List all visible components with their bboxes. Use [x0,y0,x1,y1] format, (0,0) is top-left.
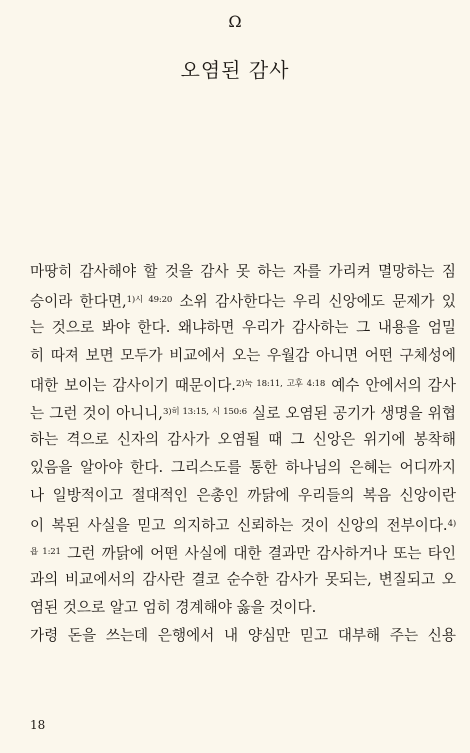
text-segment: 과의 비교에서의 감사란 결코 순수한 감사가 못되는, 변질되고 오 [30,571,456,588]
text-line [30,482,456,510]
text-segment: 는 것으로 봐야 한다. 왜냐하면 우리가 감사하는 그 내용을 엄밀 [30,319,456,336]
text-line [30,370,456,398]
body-text [30,258,456,650]
text-segment: 있음을 알아야 한다. 그리스도를 통한 하나님의 은혜는 어디까지 [30,459,456,476]
text-segment: 염된 것으로 알고 엄히 경계해야 옳을 것이다. [30,599,317,616]
scripture-reference: 4) [447,519,456,529]
text-line [30,566,456,594]
text-segment: 는 그런 것이 아니니, [30,405,163,422]
chapter-title: 오염된 감사 [180,58,290,82]
text-segment: 승이라 한다면, [30,293,127,310]
text-line [30,594,456,622]
text-segment: 히 따져 보면 모두가 비교에서 오는 우월감 아니면 어떤 구체성에 [30,347,456,364]
text-segment: 예수 안에서의 감사 [325,377,457,394]
scripture-reference: 2)눅 18:11, 고후 4:18 [235,379,326,389]
text-line [30,510,456,538]
text-segment: 나 일방적이고 절대적인 은총인 까닭에 우리들의 복음 신앙이란 [30,487,456,504]
text-segment: 그런 까닭에 어떤 사실에 대한 결과만 감사하거나 또는 타인 [60,545,456,562]
text-line [30,342,456,370]
text-line [30,286,456,314]
page-number: 18 [30,718,46,732]
text-segment: 실로 오염된 공기가 생명을 위협 [246,405,456,422]
text-line [30,258,456,286]
scripture-reference: 욥 1:21 [30,547,61,557]
text-segment: 대한 보이는 감사이기 때문이다. [30,377,236,394]
text-line [30,426,456,454]
text-line [30,314,456,342]
scripture-reference: 3)히 13:15, 시 150:6 [162,407,247,417]
text-segment: 소위 감사한다는 우리 신앙에도 문제가 있 [172,293,456,310]
text-segment: 하는 격으로 신자의 감사가 오염될 때 그 신앙은 위기에 봉착해 [30,431,456,448]
text-line [30,454,456,482]
chapter-symbol: Ω [228,12,242,31]
scripture-reference: 1)시 49:20 [126,295,173,305]
text-segment: 가령 돈을 쓰는데 은행에서 내 양심만 믿고 대부해 주는 신용 [30,627,456,644]
text-line [30,398,456,426]
text-line [30,622,456,650]
text-segment: 마땅히 감사해야 할 것을 감사 못 하는 자를 가리켜 멸망하는 짐 [30,263,456,280]
text-segment: 이 복된 사실을 믿고 의지하고 신뢰하는 것이 신앙의 전부이다. [30,517,448,534]
text-line [30,538,456,566]
